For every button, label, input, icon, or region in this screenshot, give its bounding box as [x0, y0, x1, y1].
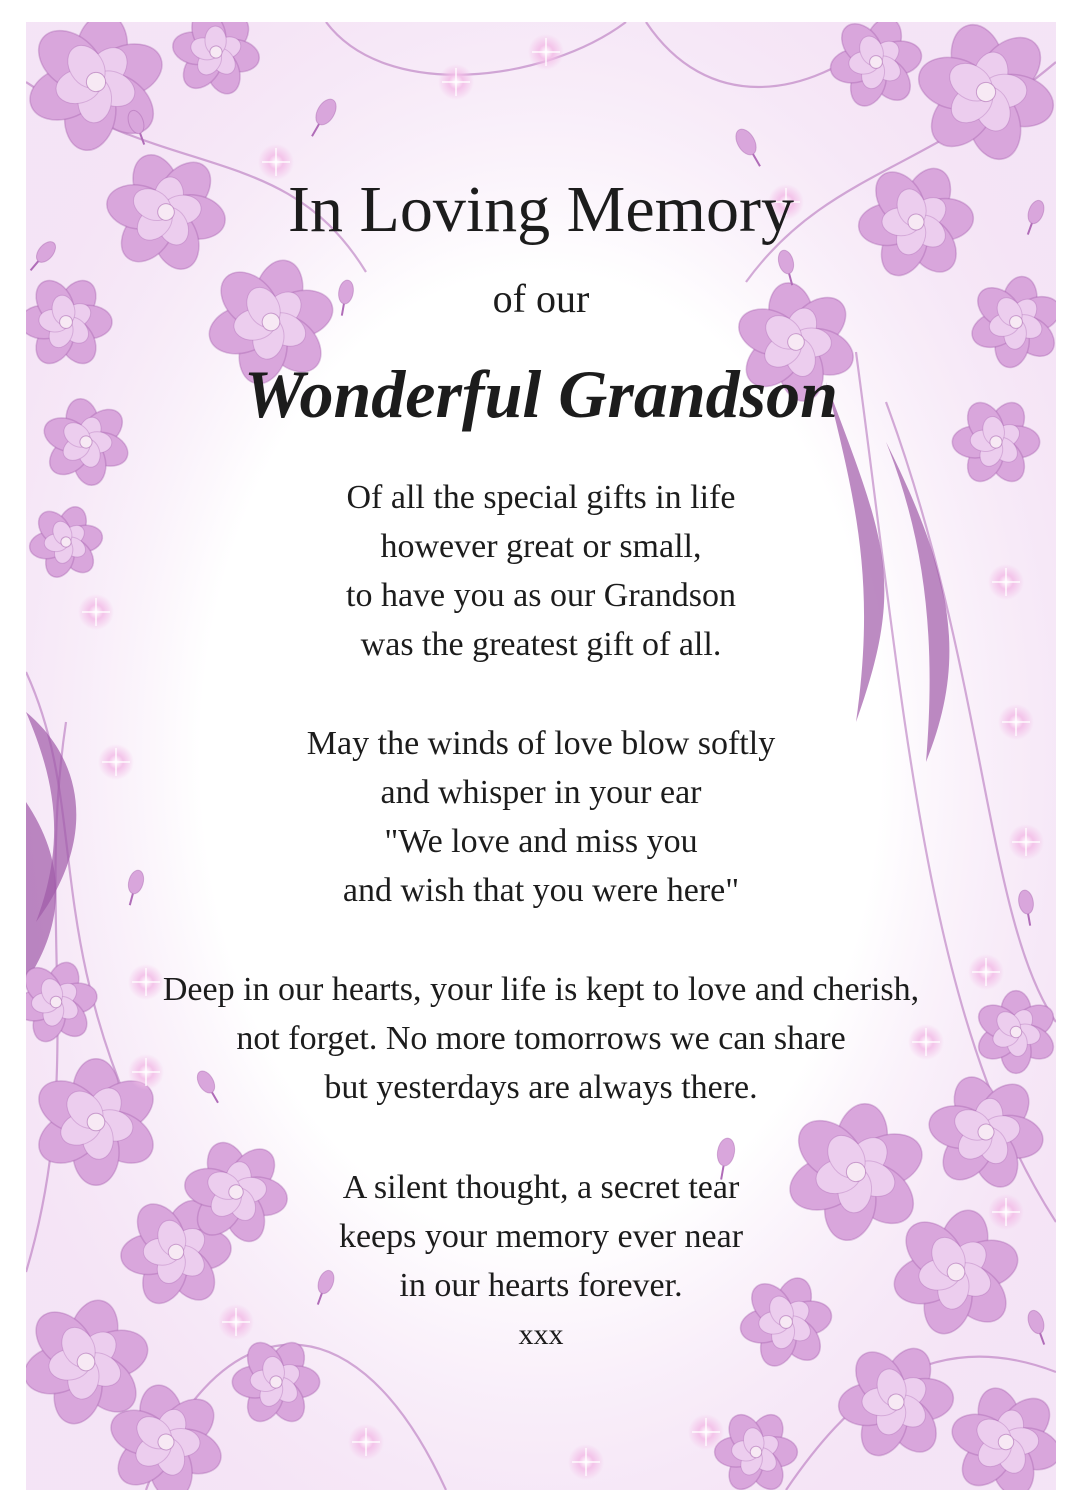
- poem-line: was the greatest gift of all.: [360, 626, 722, 663]
- poem-line: "We love and miss you: [384, 823, 698, 860]
- poem-stanza: [26, 1163, 1056, 1310]
- card-subtitle: of our: [492, 276, 590, 321]
- poem-line: in our hearts forever.: [399, 1267, 683, 1304]
- poem-line: keeps your memory ever near: [338, 1218, 744, 1255]
- poem-line: and wish that you were here": [342, 872, 740, 909]
- card-name: Wonderful Grandson: [244, 356, 838, 432]
- poem-line: A silent thought, a secret tear: [342, 1169, 740, 1206]
- poem-line: Deep in our hearts, your life is kept to love and cherish,: [162, 971, 920, 1008]
- poem-line: May the winds of love blow softly: [306, 725, 776, 762]
- memorial-card: [26, 22, 1056, 1490]
- poem-line: to have you as our Grandson: [346, 577, 736, 614]
- poem-line: Of all the special gifts in life: [346, 479, 736, 516]
- poem-line: however great or small,: [380, 528, 702, 565]
- poem-stanza: [26, 719, 1056, 915]
- poem-stanza: [26, 473, 1056, 669]
- poem-line: but yesterdays are always there.: [324, 1069, 758, 1106]
- poem-line: and whisper in your ear: [380, 774, 702, 811]
- card-signoff: xxx: [518, 1318, 564, 1351]
- poem-stanza: [26, 965, 1056, 1112]
- card-title: In Loving Memory: [288, 173, 794, 246]
- poem-line: not forget. No more tomorrows we can share: [236, 1020, 846, 1057]
